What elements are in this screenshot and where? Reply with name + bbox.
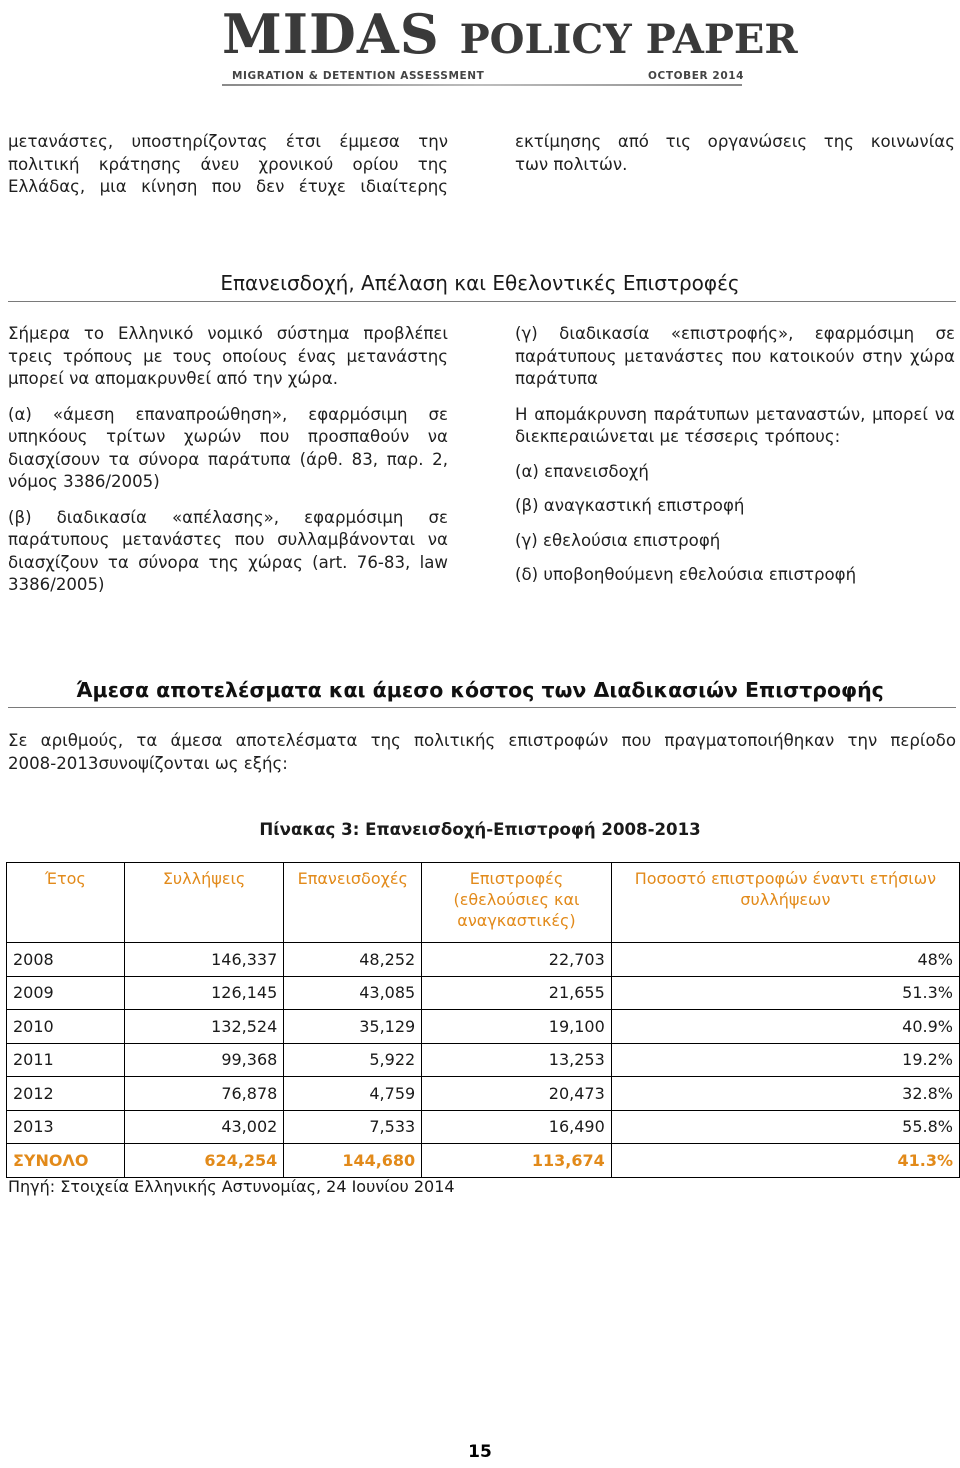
cell-arrests: 126,145 [124, 976, 284, 1010]
section-rule [8, 301, 956, 302]
table-caption: Πίνακας 3: Επανεισδοχή-Επιστροφή 2008-2013 [259, 820, 701, 839]
list-item: (δ) υποβοηθούμενη εθελούσια επιστροφή [515, 565, 857, 584]
returns-table [6, 862, 960, 1178]
table-row [7, 943, 960, 977]
cell-readmissions: 4,759 [284, 1077, 422, 1111]
text-line: Ελλάδας, μια κίνηση που δεν έτυχε ιδιαίτερης [8, 177, 448, 196]
text-line: Σε αριθμούς, τα άμεσα αποτελέσματα της πολιτικής επιστροφών που πραγματοποιήθηκαν την περίοδο [8, 731, 956, 750]
cell-percentage: 55.8% [611, 1110, 959, 1144]
cell-returns: 20,473 [422, 1077, 612, 1111]
cell-arrests: 99,368 [124, 1043, 284, 1077]
text-line: πολιτική κράτησης άνευ χρονικού ορίου της [8, 154, 448, 174]
logo-word-policy-paper: POLICY PAPER [459, 16, 798, 63]
table-header-row [7, 863, 960, 943]
cell-readmissions: 48,252 [284, 943, 422, 977]
cell-year: 2011 [7, 1043, 125, 1077]
cell-arrests: 43,002 [124, 1110, 284, 1144]
cell-total-readmissions: 144,680 [284, 1144, 422, 1178]
cell-percentage: 19.2% [611, 1043, 959, 1077]
table-source: Πηγή: Στοιχεία Ελληνικής Αστυνομίας, 24 Ιουνίου 2014 [8, 1177, 455, 1196]
cell-year: 2012 [7, 1077, 125, 1111]
section-title-readmission: Επανεισδοχή, Απέλαση και Εθελοντικές Επιστροφές [220, 271, 740, 295]
table-row [7, 1043, 960, 1077]
cell-arrests: 146,337 [124, 943, 284, 977]
cell-arrests: 76,878 [124, 1077, 284, 1111]
cell-year: 2013 [7, 1110, 125, 1144]
cell-total-arrests: 624,254 [124, 1144, 284, 1178]
list-item: (γ) εθελούσια επιστροφή [515, 530, 721, 550]
table-row [7, 1110, 960, 1144]
col-header-year: Έτος [7, 863, 125, 943]
cell-percentage: 51.3% [611, 976, 959, 1010]
cell-readmissions: 43,085 [284, 976, 422, 1010]
table-row [7, 1010, 960, 1044]
cell-readmissions: 5,922 [284, 1043, 422, 1077]
top-right-text [515, 131, 955, 176]
text-line: εκτίμησης από τις οργανώσεις της κοινωνίας [515, 132, 955, 151]
cell-percentage: 40.9% [611, 1010, 959, 1044]
list-item: (α) επανεισδοχή [515, 461, 649, 481]
logo-subtitle: MIGRATION & DETENTION ASSESSMENT [232, 70, 485, 82]
cell-percentage: 32.8% [611, 1077, 959, 1111]
cell-year: 2010 [7, 1010, 125, 1044]
cell-percentage: 48% [611, 943, 959, 977]
top-left-text [8, 131, 448, 199]
cell-arrests: 132,524 [124, 1010, 284, 1044]
logo-date: OCTOBER 2014 [648, 70, 745, 82]
logo-word-midas: MIDAS [222, 2, 440, 66]
cell-readmissions: 35,129 [284, 1010, 422, 1044]
text-line: των πολιτών. [515, 154, 628, 174]
logo-rule [222, 84, 742, 86]
text-line: 2008-2013συνοψίζονται ως εξής: [8, 753, 288, 773]
col-header-readmissions: Επανεισδοχές [284, 863, 422, 943]
section-title-direct-results: Άμεσα αποτελέσματα και άμεσο κόστος των Διαδικασιών Επιστροφής [76, 678, 884, 702]
section1-right-column [515, 323, 955, 587]
cell-returns: 16,490 [422, 1110, 612, 1144]
cell-returns: 13,253 [422, 1043, 612, 1077]
text-line: μετανάστες, υποστηρίζοντας έτσι έμμεσα την [8, 132, 448, 151]
cell-total-percentage: 41.3% [611, 1144, 959, 1178]
cell-returns: 19,100 [422, 1010, 612, 1044]
table-row [7, 976, 960, 1010]
section-rule [8, 707, 956, 708]
paragraph: (γ) διαδικασία «επιστροφής», εφαρμόσιμη σε παράτυπους μετανάστες που κατοικούν στην χώρα παράτυπα [515, 324, 955, 388]
page-number: 15 [468, 1442, 492, 1462]
cell-year: 2009 [7, 976, 125, 1010]
cell-returns: 21,655 [422, 976, 612, 1010]
col-header-returns: Επιστροφές (εθελούσιες και αναγκαστικές) [422, 863, 612, 943]
paragraph: (α) «άμεση επαναπροώθηση», εφαρμόσιμη σε υπηκόους τρίτων χωρών που προσπαθούν να διασχίσουν τα σύνορα παράτυπα (άρθ. 83, παρ. 2, νόμος 3386/2005) [8, 404, 448, 491]
cell-returns: 22,703 [422, 943, 612, 977]
col-header-percentage: Ποσοστό επιστροφών έναντι ετήσιων συλλήψεων [611, 863, 959, 943]
paragraph: Σήμερα το Ελληνικό νομικό σύστημα προβλέπει τρεις τρόπους με τους οποίους ένας μετανάστης μπορεί να απομακρυνθεί από την χώρα. [8, 324, 448, 388]
cell-readmissions: 7,533 [284, 1110, 422, 1144]
list-item: (β) αναγκαστική επιστροφή [515, 496, 745, 515]
table-total-row [7, 1144, 960, 1178]
cell-total-returns: 113,674 [422, 1144, 612, 1178]
paragraph: (β) διαδικασία «απέλασης», εφαρμόσιμη σε παράτυπους μετανάστες που συλλαμβάνονται να διασχίζουν τα σύνορα της χώρας (art. 76-83, law 3386/2005) [8, 507, 448, 594]
midas-logo [222, 2, 798, 72]
table-row [7, 1077, 960, 1111]
section1-left-column [8, 323, 448, 597]
section2-intro [8, 730, 956, 775]
cell-total-label: ΣΥΝΟΛΟ [7, 1144, 125, 1178]
paragraph: Η απομάκρυνση παράτυπων μεταναστών, μπορεί να διεκπεραιώνεται με τέσσερις τρόπους: [515, 404, 955, 446]
cell-year: 2008 [7, 943, 125, 977]
col-header-arrests: Συλλήψεις [124, 863, 284, 943]
page-header [0, 0, 960, 95]
